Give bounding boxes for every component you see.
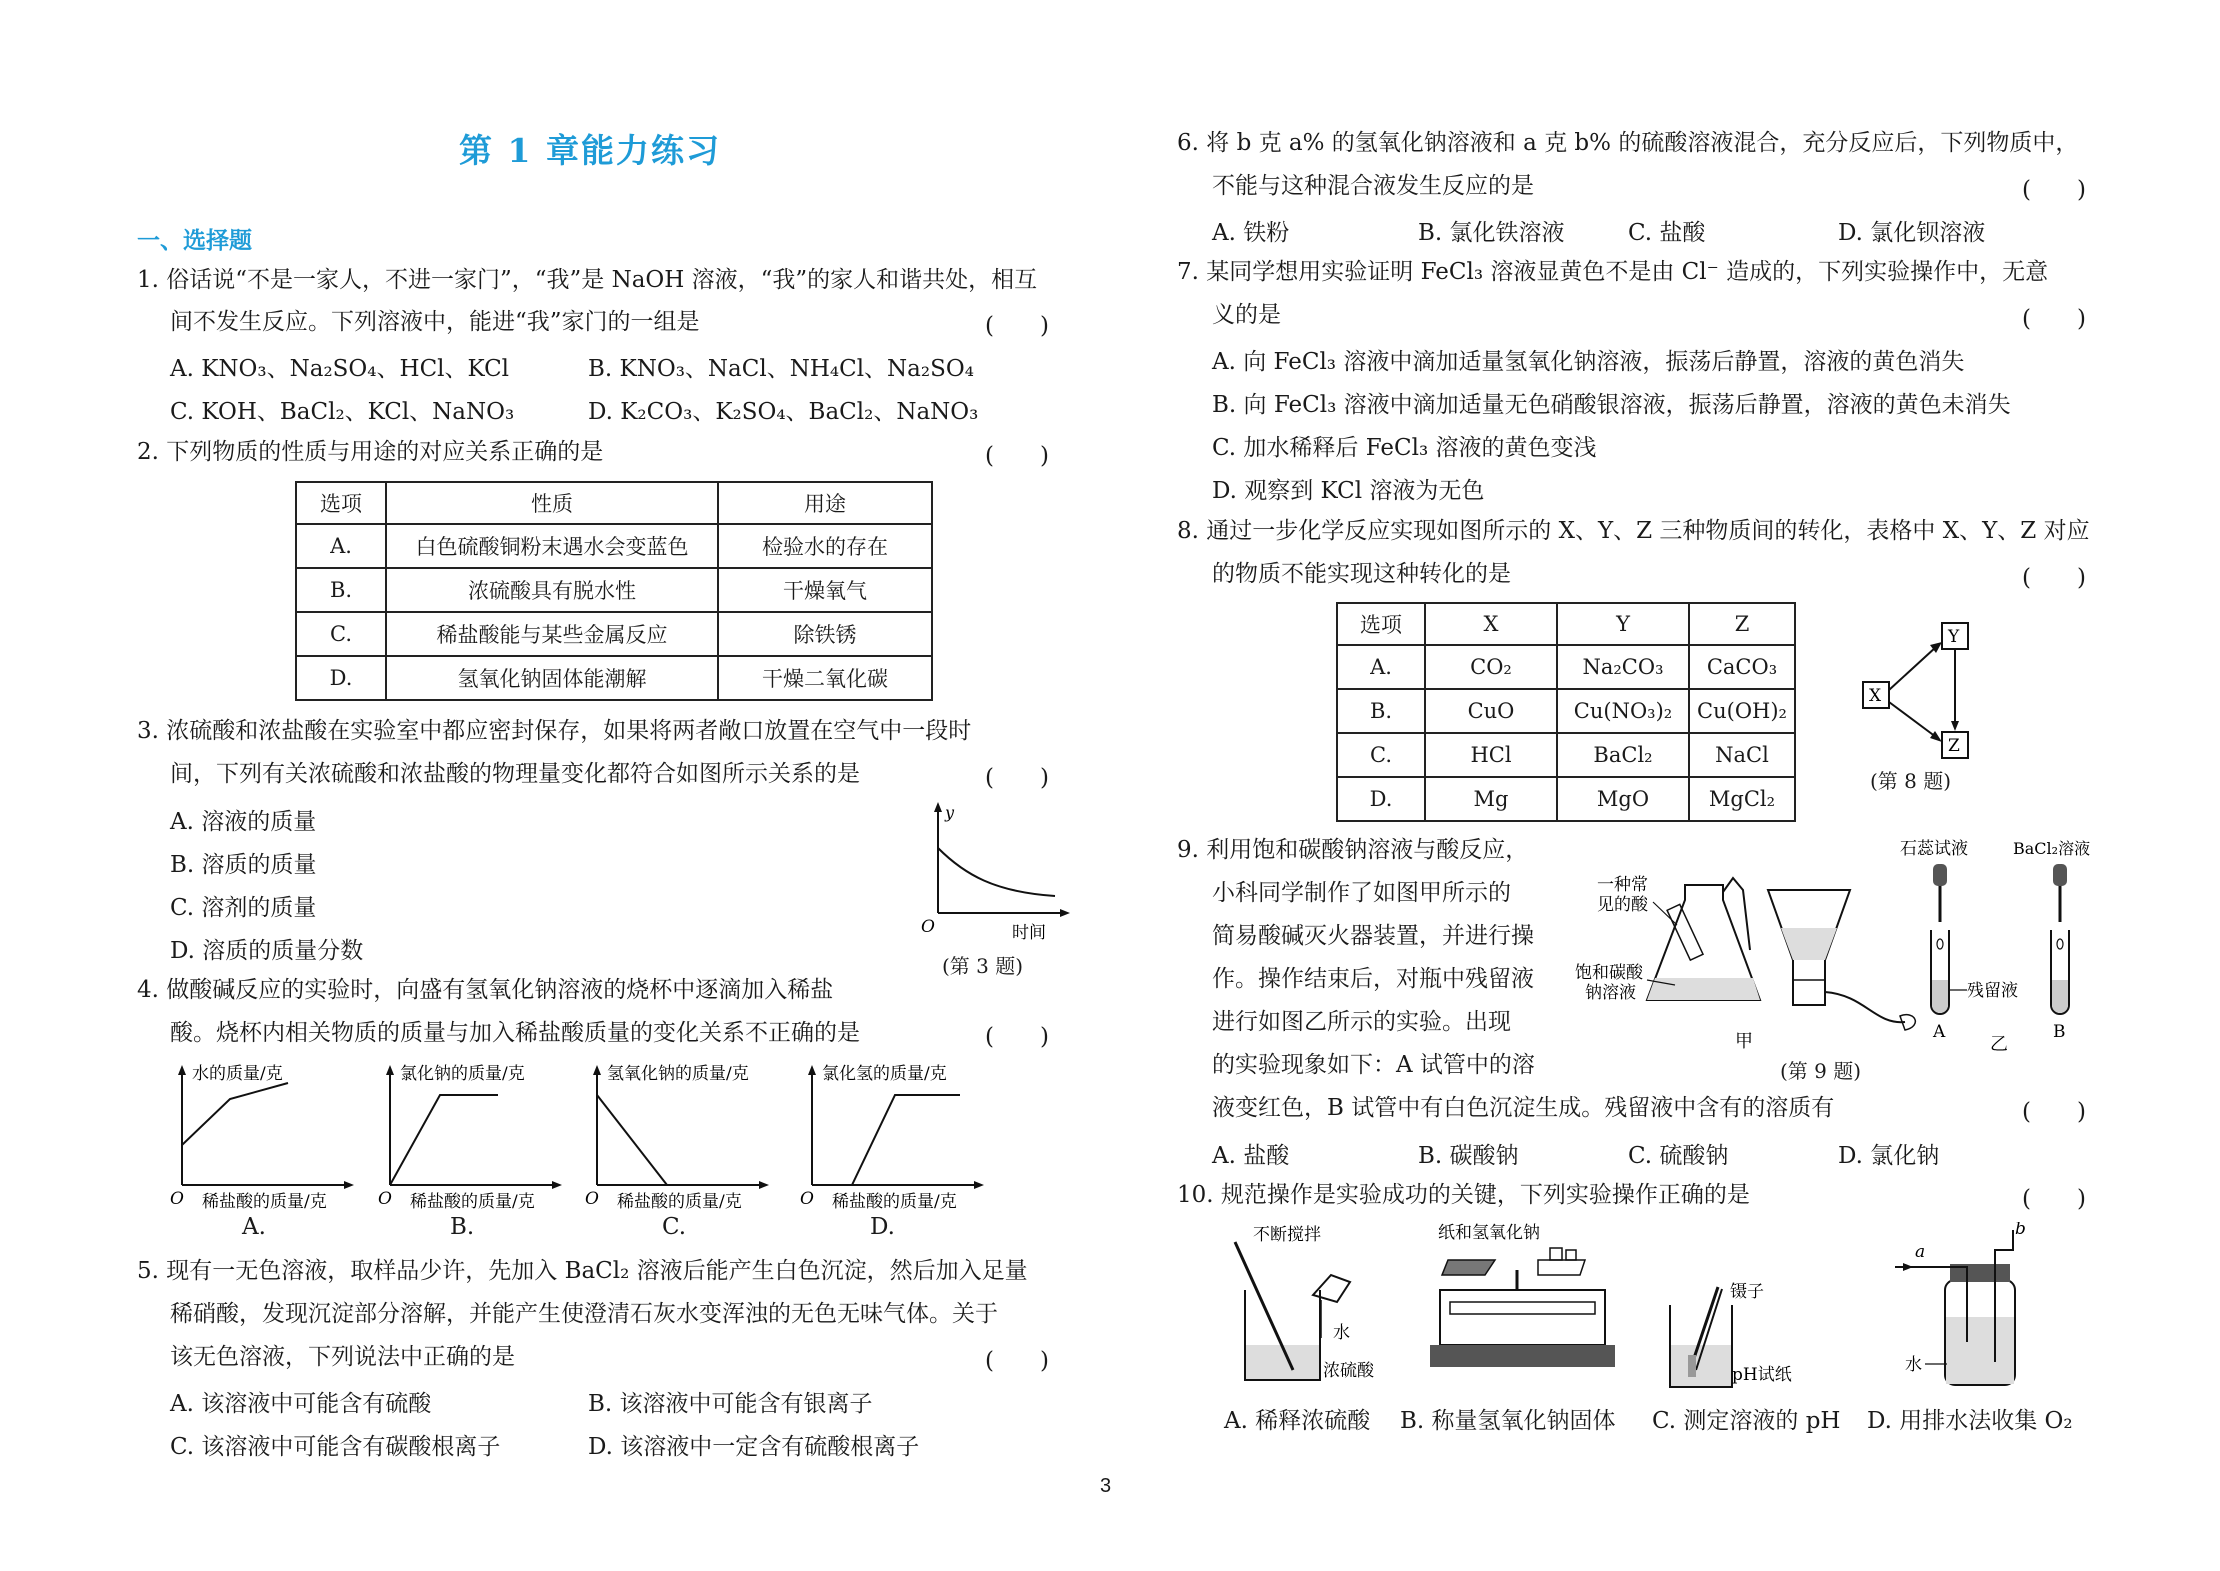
q10c-tweezer-label: 镊子 (1730, 1282, 1764, 1302)
q10c-ph-label: pH试纸 (1732, 1365, 1792, 1385)
q8-cell: Cu(NO₃)₂ (1557, 689, 1689, 733)
q10d-water-label: 水 (1905, 1355, 1922, 1375)
q3-x-arrow (1060, 909, 1070, 917)
q4c-line (597, 1095, 667, 1185)
q4d-xlabel: 稀盐酸的质量/克 (832, 1192, 957, 1212)
q1-answer-blank[interactable]: ( ) (985, 313, 1049, 339)
q10-fig-b-balance (1420, 1220, 1620, 1395)
q4-graph-c (585, 1055, 780, 1225)
q2-cell: 浓硫酸具有脱水性 (386, 568, 718, 612)
q9-option-b[interactable]: B. 碳酸钠 (1418, 1143, 1519, 1169)
q8-cell: HCl (1425, 733, 1557, 777)
q9-tube-b-liquid (2052, 980, 2068, 1013)
q2-cell: 白色硫酸铜粉末遇水会变蓝色 (386, 524, 718, 568)
q2-cell: B. (296, 568, 386, 612)
q2-th-property: 性质 (386, 482, 718, 524)
q3-figure-caption: (第 3 题) (942, 954, 1024, 978)
q2-cell: C. (296, 612, 386, 656)
q3-option-c[interactable]: C. 溶剂的质量 (170, 895, 317, 921)
q5-option-d[interactable]: D. 该溶液中一定含有硫酸根离子 (588, 1434, 920, 1460)
q9-litmus-label: 石蕊试液 (1900, 839, 1968, 859)
q8-x-label: X (1869, 686, 1882, 706)
q1-option-a[interactable]: A. KNO₃、Na₂SO₄、HCl、KCl (170, 356, 510, 382)
q10b-paper-label: 纸和氢氧化钠 (1438, 1223, 1540, 1243)
q4-option-d-label[interactable]: D. (870, 1214, 895, 1240)
q9-spray (1900, 1015, 1915, 1030)
q8-cell: MgO (1557, 777, 1689, 821)
q7-option-c[interactable]: C. 加水稀释后 FeCl₃ 溶液的黄色变浅 (1212, 435, 1597, 461)
q4c-ylabel: 氢氧化钠的质量/克 (607, 1064, 749, 1084)
q4a-origin: O (170, 1189, 184, 1209)
q10c-ph-paper (1688, 1355, 1696, 1377)
q9-acid-label2: 见的酸 (1597, 895, 1648, 915)
q9-tube-a-label: A (1933, 1022, 1946, 1042)
q8-th-y: Y (1557, 603, 1689, 645)
q4-graph-a (170, 1055, 360, 1225)
q8-figure-caption: (第 8 题) (1870, 769, 1952, 793)
q8-cell: MgCl₂ (1689, 777, 1795, 821)
q9-stem-line7: 液变红色，B 试管中有白色沉淀生成。残留液中含有的溶质有 (1212, 1095, 1835, 1121)
q4b-line (390, 1095, 498, 1185)
q1-option-d[interactable]: D. K₂CO₃、K₂SO₄、BaCl₂、NaNO₃ (588, 399, 979, 425)
q2-cell: D. (296, 656, 386, 700)
q10a-acid-label: 浓硫酸 (1323, 1361, 1374, 1381)
q1-option-c[interactable]: C. KOH、BaCl₂、KCl、NaNO₃ (170, 399, 515, 425)
q2-th-option: 选项 (296, 482, 386, 524)
q8-cell: Na₂CO₃ (1557, 645, 1689, 689)
q10b-left-pan (1442, 1260, 1495, 1275)
q5-answer-blank[interactable]: ( ) (985, 1348, 1049, 1374)
q5-option-c[interactable]: C. 该溶液中可能含有碳酸根离子 (170, 1434, 501, 1460)
q2-cell: 干燥氧气 (718, 568, 932, 612)
section-heading: 一、选择题 (137, 227, 252, 254)
q6-stem-line2: 不能与这种混合液发生反应的是 (1212, 173, 1534, 199)
q9-stem-line1: 9. 利用饱和碳酸钠溶液与酸反应， (1177, 837, 1529, 863)
q10a-stir-label: 不断搅拌 (1253, 1225, 1321, 1245)
q10b-base (1430, 1345, 1615, 1367)
q4d-line (812, 1095, 960, 1185)
q9-tube-b-label: B (2053, 1022, 2066, 1042)
q2-th-use: 用途 (718, 482, 932, 524)
q4-option-c-label[interactable]: C. (662, 1214, 687, 1240)
q10-option-d[interactable]: D. 用排水法收集 O₂ (1867, 1408, 2073, 1434)
q10b-right-pan (1538, 1260, 1585, 1275)
q9-stem-line5: 进行如图乙所示的实验。出现 (1212, 1009, 1511, 1035)
q7-option-b[interactable]: B. 向 FeCl₃ 溶液中滴加适量无色硝酸银溶液，振荡后静置，溶液的黄色未消失 (1212, 392, 2011, 418)
q6-option-b[interactable]: B. 氯化铁溶液 (1418, 220, 1565, 246)
q10a-pouring-beaker (1313, 1275, 1350, 1302)
q4-stem-line1: 4. 做酸碱反应的实验时，向盛有氢氧化钠溶液的烧杯中逐滴加入稀盐 (137, 977, 834, 1003)
q6-option-a[interactable]: A. 铁粉 (1212, 220, 1290, 246)
q7-option-a[interactable]: A. 向 FeCl₃ 溶液中滴加适量氢氧化钠溶液，振荡后静置，溶液的黄色消失 (1212, 349, 1965, 375)
q2-table (295, 481, 933, 701)
q9-residue-label: 残留液 (1967, 981, 2018, 1001)
q4-answer-blank[interactable]: ( ) (985, 1024, 1049, 1050)
q9-flask-liquid (1647, 978, 1760, 1000)
q7-stem-line1: 7. 某同学想用实验证明 FeCl₃ 溶液显黄色不是由 Cl⁻ 造成的，下列实验操作中，无意 (1177, 259, 2049, 285)
q4-option-a-label[interactable]: A. (242, 1214, 266, 1240)
q2-cell: 稀盐酸能与某些金属反应 (386, 612, 718, 656)
q3-option-b[interactable]: B. 溶质的质量 (170, 852, 317, 878)
q8-conversion-diagram (1862, 620, 1992, 760)
q8-stem-line1: 8. 通过一步化学反应实现如图所示的 X、Y、Z 三种物质间的转化，表格中 X、Y、Z 对应 (1177, 518, 2090, 544)
q1-stem-line1: 1. 俗话说“不是一家人，不进一家门”，“我”是 NaOH 溶液，“我”的家人和谐共处，相互 (137, 267, 1038, 293)
q2-stem: 2. 下列物质的性质与用途的对应关系正确的是 (137, 439, 604, 465)
q8-table (1336, 602, 1796, 822)
q5-option-b[interactable]: B. 该溶液中可能含有银离子 (588, 1391, 873, 1417)
q6-answer-blank[interactable]: ( ) (2022, 177, 2086, 203)
q9-acid-label1: 一种常 (1597, 875, 1648, 895)
q9-figure-caption: (第 9 题) (1780, 1059, 1862, 1083)
q10d-b-label: b (2015, 1222, 2026, 1239)
q5-option-a[interactable]: A. 该溶液中可能含有硫酸 (170, 1391, 432, 1417)
q8-cell: CaCO₃ (1689, 645, 1795, 689)
q9-jia-label: 甲 (1735, 1031, 1753, 1052)
q9-stem-line2: 小科同学制作了如图甲所示的 (1212, 880, 1511, 906)
q4b-xlabel: 稀盐酸的质量/克 (410, 1192, 535, 1212)
q8-stem-line2: 的物质不能实现这种转化的是 (1212, 561, 1511, 587)
q10-fig-d-collect (1895, 1222, 2045, 1397)
q3-stem-line1: 3. 浓硫酸和浓盐酸在实验室中都应密封保存，如果将两者敞口放置在空气中一段时 (137, 718, 972, 744)
q9-stem-line4: 作。操作结束后，对瓶中残留液 (1212, 966, 1534, 992)
q4a-ylabel: 水的质量/克 (192, 1064, 283, 1084)
q10-option-c[interactable]: C. 测定溶液的 pH (1652, 1408, 1841, 1434)
q4d-origin: O (800, 1189, 814, 1209)
q9-stem-line6: 的实验现象如下：A 试管中的溶 (1212, 1052, 1535, 1078)
q8-arrow-xy (1889, 647, 1936, 690)
q9-dropper-a-bulb (1933, 864, 1947, 886)
q10-answer-blank[interactable]: ( ) (2022, 1186, 2086, 1212)
q6-stem-line1: 6. 将 b 克 a% 的氢氧化钠溶液和 a 克 b% 的硫酸溶液混合，充分反应后，下列物质中， (1177, 130, 2079, 156)
q8-cell: NaCl (1689, 733, 1795, 777)
q5-stem-line2: 稀硝酸，发现沉淀部分溶解，并能产生使澄清石灰水变浑浊的无色无味气体。关于 (170, 1301, 998, 1327)
q8-th-option: 选项 (1337, 603, 1425, 645)
q2-answer-blank[interactable]: ( ) (985, 443, 1049, 469)
page-number: 3 (1100, 1475, 1112, 1497)
q6-option-c[interactable]: C. 盐酸 (1628, 220, 1706, 246)
q9-yi-label: 乙 (1990, 1034, 2008, 1055)
q10-fig-a-dilution (1225, 1220, 1375, 1395)
q4b-ylabel: 氯化钠的质量/克 (400, 1064, 525, 1084)
q9-bacl2-label: BaCl₂溶液 (2013, 839, 2091, 858)
q8-cell: A. (1337, 645, 1425, 689)
q10-option-a[interactable]: A. 稀释浓硫酸 (1224, 1408, 1371, 1434)
q4b-origin: O (378, 1189, 392, 1209)
q4c-xlabel: 稀盐酸的质量/克 (617, 1192, 742, 1212)
q9-tube-a-liquid (1932, 980, 1948, 1013)
q9-apparatus-figure (1575, 830, 2115, 1080)
q8-z-label: Z (1948, 736, 1960, 756)
q8-cell: B. (1337, 689, 1425, 733)
q8-cell: Cu(OH)₂ (1689, 689, 1795, 733)
q9-sat-label2: 钠溶液 (1585, 983, 1636, 1003)
q2-cell: 检验水的存在 (718, 524, 932, 568)
q10-option-b[interactable]: B. 称量氢氧化钠固体 (1400, 1408, 1616, 1434)
q3-option-a[interactable]: A. 溶液的质量 (170, 809, 317, 835)
q2-cell: A. (296, 524, 386, 568)
q4d-ylabel: 氯化氢的质量/克 (822, 1064, 947, 1084)
q10a-water-label: 水 (1333, 1323, 1350, 1343)
q3-y-label: y (945, 803, 955, 822)
q7-option-d[interactable]: D. 观察到 KCl 溶液为无色 (1212, 478, 1485, 504)
q1-stem-line2: 间不发生反应。下列溶液中，能进“我”家门的一组是 (170, 309, 700, 335)
q8-cell: CO₂ (1425, 645, 1557, 689)
q10-stem: 10. 规范操作是实验成功的关键，下列实验操作正确的是 (1177, 1182, 1750, 1208)
q8-cell: BaCl₂ (1557, 733, 1689, 777)
q4c-origin: O (585, 1189, 599, 1209)
q9-option-d[interactable]: D. 氯化钠 (1838, 1143, 1940, 1169)
q9-answer-blank[interactable]: ( ) (2022, 1099, 2086, 1125)
q9-stem-line3: 简易酸碱灭火器装置，并进行操 (1212, 923, 1534, 949)
q3-option-d[interactable]: D. 溶质的质量分数 (170, 938, 364, 964)
q10b-balance-body (1440, 1290, 1605, 1345)
q4a-xlabel: 稀盐酸的质量/克 (202, 1192, 327, 1212)
q3-stem-line2: 间，下列有关浓硫酸和浓盐酸的物理量变化都符合如图所示关系的是 (170, 761, 860, 787)
q8-arrow-xz (1889, 702, 1936, 737)
q9-dropper-b-bulb (2053, 864, 2067, 886)
q10d-a-label: a (1915, 1242, 1926, 1262)
q9-hose (1825, 992, 1905, 1022)
q4-stem-line2: 酸。烧杯内相关物质的质量与加入稀盐酸质量的变化关系不正确的是 (170, 1020, 860, 1046)
q7-stem-line2: 义的是 (1212, 302, 1281, 328)
q9-option-a[interactable]: A. 盐酸 (1212, 1143, 1290, 1169)
q3-origin-label: O (921, 917, 935, 937)
q8-th-x: X (1425, 603, 1557, 645)
q6-option-d[interactable]: D. 氯化钡溶液 (1838, 220, 1986, 246)
q8-cell: Mg (1425, 777, 1557, 821)
q4-option-b-label[interactable]: B. (450, 1214, 475, 1240)
q4a-line (182, 1083, 288, 1145)
q7-answer-blank[interactable]: ( ) (2022, 306, 2086, 332)
q3-answer-blank[interactable]: ( ) (985, 765, 1049, 791)
q9-sat-label1: 饱和碳酸 (1575, 963, 1643, 983)
q2-cell: 氢氧化钠固体能潮解 (386, 656, 718, 700)
q1-option-b[interactable]: B. KNO₃、NaCl、NH₄Cl、Na₂SO₄ (588, 356, 974, 382)
q10-fig-c-ph (1660, 1275, 1800, 1400)
q2-cell: 干燥二氧化碳 (718, 656, 932, 700)
q9-inverted-liquid (1781, 928, 1837, 960)
q8-cell: C. (1337, 733, 1425, 777)
q8-th-z: Z (1689, 603, 1795, 645)
q5-stem-line1: 5. 现有一无色溶液，取样品少许，先加入 BaCl₂ 溶液后能产生白色沉淀，然后加入足量 (137, 1258, 1028, 1284)
q4-graph-b (378, 1055, 568, 1225)
q9-option-c[interactable]: C. 硫酸钠 (1628, 1143, 1729, 1169)
q4-graph-d (800, 1055, 995, 1225)
q8-y-label: Y (1948, 627, 1960, 647)
q8-cell: CuO (1425, 689, 1557, 733)
q3-y-arrow (934, 802, 942, 812)
q3-curve (938, 848, 1055, 896)
chapter-title: 第 1 章能力练习 (459, 131, 721, 170)
q8-answer-blank[interactable]: ( ) (2022, 565, 2086, 591)
q2-cell: 除铁锈 (718, 612, 932, 656)
q8-cell: D. (1337, 777, 1425, 821)
q3-x-label: 时间 (1012, 923, 1046, 943)
q5-stem-line3: 该无色溶液，下列说法中正确的是 (170, 1344, 515, 1370)
